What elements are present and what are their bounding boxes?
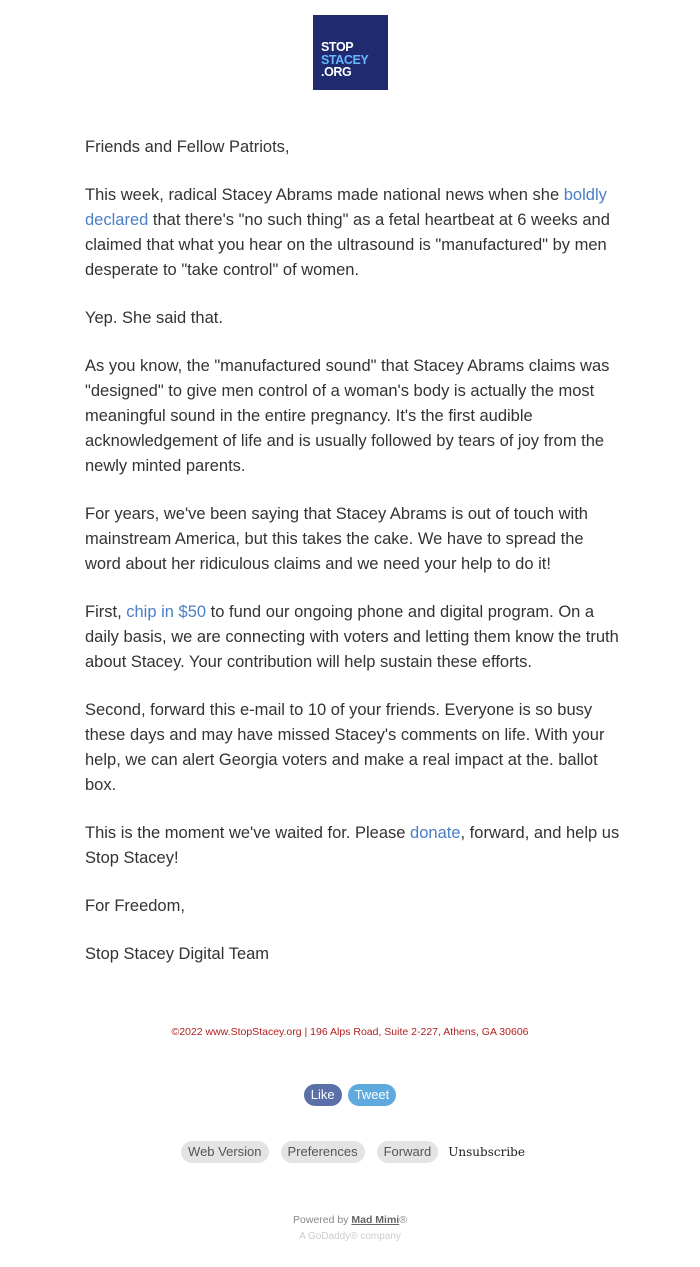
like-button[interactable]: Like <box>304 1084 342 1106</box>
chip-in-link[interactable]: chip in $50 <box>126 603 207 621</box>
paragraph-1: This week, radical Stacey Abrams made national news when she boldly declared that there's "no such thing" as a fetal heartbeat at 6 weeks and claimed that what you hear on the ultrasound is "manufactured" by men desperate to "take control" of women. <box>85 186 610 279</box>
paragraph-7: This is the moment we've waited for. Please donate, forward, and help us Stop Stacey! <box>85 824 620 867</box>
signature: Stop Stacey Digital Team <box>85 945 270 963</box>
logo-line-stop: STOP <box>321 40 354 54</box>
forward-link[interactable]: Forward <box>377 1141 439 1163</box>
stop-stacey-logo[interactable] <box>313 15 388 90</box>
paragraph-2: Yep. She said that. <box>85 309 223 327</box>
unsubscribe-link[interactable]: Unsubscribe <box>448 1145 525 1159</box>
web-version-link[interactable]: Web Version <box>181 1141 268 1163</box>
email-body <box>85 135 620 990</box>
closing: For Freedom, <box>85 897 185 915</box>
tweet-button[interactable]: Tweet <box>348 1084 397 1106</box>
social-buttons <box>0 1084 700 1106</box>
email-links <box>0 1141 700 1163</box>
paragraph-3: As you know, the "manufactured sound" that Stacey Abrams claims was "designed" to give men control of a woman's body is actually the most meaningful sound in the entire pregnancy. It's the first audible acknowledgement of life and is usually followed by tears of joy from the newly minted parents. <box>85 357 610 475</box>
logo-line-org: .ORG <box>321 65 352 79</box>
paragraph-5: First, chip in $50 to fund our ongoing phone and digital program. On a daily basis, we are connecting with voters and letting them know the truth about Stacey. Your contribution will help sustain these efforts. <box>85 603 619 671</box>
godaddy-company: A GoDaddy® company <box>299 1231 401 1242</box>
donate-link[interactable]: donate <box>410 824 461 842</box>
greeting: Friends and Fellow Patriots, <box>85 138 290 156</box>
site-link[interactable]: www.StopStacey.org <box>205 1026 302 1038</box>
boldly-declared-link[interactable]: boldly declared <box>85 186 607 229</box>
preferences-link[interactable]: Preferences <box>281 1141 365 1163</box>
footer-address: ©2022 www.StopStacey.org | 196 Alps Road, Suite 2-227, Athens, GA 30606 <box>171 1026 529 1038</box>
powered-by: Powered by Mad Mimi® <box>293 1214 407 1226</box>
paragraph-4: For years, we've been saying that Stacey Abrams is out of touch with mainstream America, but this takes the cake. We have to spread the word about her ridiculous claims and we need your help to do it! <box>85 505 588 573</box>
mad-mimi-link[interactable]: Mad Mimi <box>351 1214 400 1226</box>
paragraph-6: Second, forward this e-mail to 10 of your friends. Everyone is so busy these days and may have missed Stacey's comments on life. With your help, we can alert Georgia voters and make a real impact at the. ballot box. <box>85 701 605 794</box>
logo-line-stacey: STACEY <box>321 52 369 67</box>
